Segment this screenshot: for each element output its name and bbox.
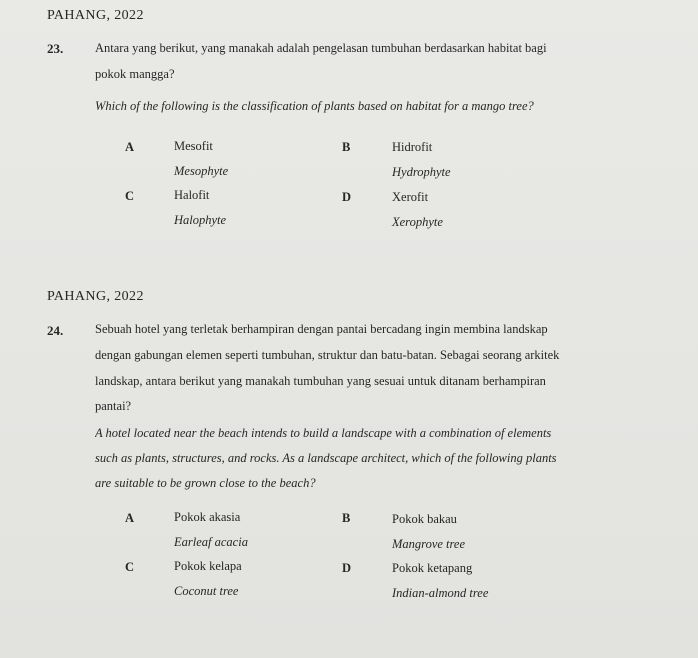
question-24-malay-line-1: Sebuah hotel yang terletak berhampiran dengan pantai bercadang ingin membina landskap [95,322,548,336]
question-23-option-d-malay: Xerofit [392,190,429,204]
question-23-english-line-1: Which of the following is the classification of plants based on habitat for a mango tree? [95,99,534,113]
question-24-option-a-english: Earleaf acacia [174,535,248,549]
question-24-option-d-english: Indian-almond tree [392,586,489,600]
question-24-option-b-english: Mangrove tree [392,537,466,551]
question-24-english-line-1: A hotel located near the beach intends to build a landscape with a combination of elements [95,426,552,440]
question-23-source: PAHANG, 2022 [47,8,144,23]
question-24-option-c-english: Coconut tree [174,584,239,598]
question-23-option-a-letter: A [125,140,135,154]
question-23-number: 23. [47,41,64,56]
question-23-option-d-english: Xerophyte [392,215,443,229]
question-24-option-d-letter: D [342,561,352,575]
question-24-option-c-letter: C [125,560,135,574]
question-23-option-c-malay: Halofit [174,188,210,202]
question-24-option-b-letter: B [342,511,351,525]
question-23-option-c-english: Halophyte [174,213,227,227]
question-24-malay-line-3: landskap, antara berikut yang manakah tumbuhan yang sesuai untuk ditanam berhampiran [95,374,546,388]
question-23-option-b-english: Hydrophyte [392,165,451,179]
question-24-source: PAHANG, 2022 [47,289,144,304]
question-24-malay-line-4: pantai? [95,399,132,413]
question-24-option-a-letter: A [125,511,135,525]
question-24-option-a-malay: Pokok akasia [174,510,241,524]
question-23-option-c-letter: C [125,189,135,203]
question-24-option-d-malay: Pokok ketapang [392,561,473,575]
question-23-option-a-english: Mesophyte [174,164,229,178]
question-24-option-c-malay: Pokok kelapa [174,559,242,573]
question-24-number: 24. [47,323,64,338]
question-24-malay-line-2: dengan gabungan elemen seperti tumbuhan, struktur dan batu-batan. Sebagai seorang arkitek [95,348,560,362]
question-24-english-line-3: are suitable to be grown close to the beach? [95,476,316,490]
question-23-option-b-letter: B [342,140,351,154]
question-23-option-a-malay: Mesofit [174,139,213,153]
question-24-option-b-malay: Pokok bakau [392,512,457,526]
question-24-english-line-2: such as plants, structures, and rocks. As a landscape architect, which of the following plants [95,451,557,465]
question-23-malay-line-1: Antara yang berikut, yang manakah adalah pengelasan tumbuhan berdasarkan habitat bagi [95,41,547,55]
question-23-option-d-letter: D [342,190,352,204]
question-23-malay-line-2: pokok mangga? [95,67,175,81]
question-23-option-b-malay: Hidrofit [392,140,433,154]
